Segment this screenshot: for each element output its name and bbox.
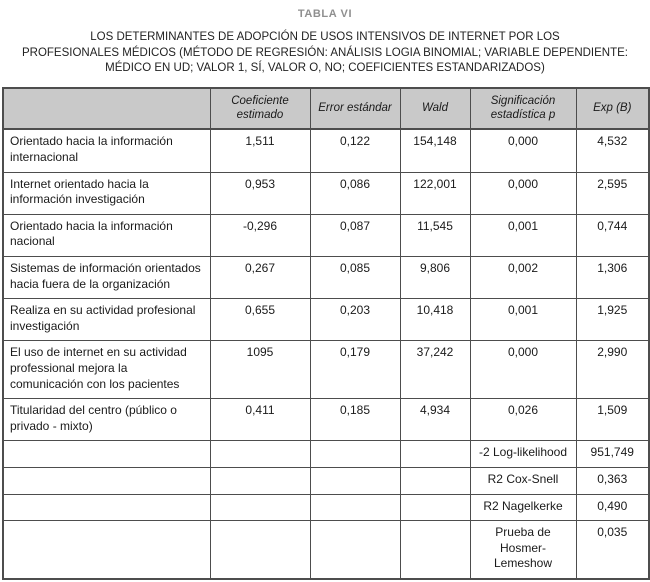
- error-cell: 0,203: [310, 299, 400, 341]
- coef-cell: 0,655: [210, 299, 310, 341]
- stat-label: R2 Cox-Snell: [470, 467, 576, 494]
- empty-cell: [3, 441, 210, 468]
- sig-cell: 0,001: [470, 299, 576, 341]
- table-row: [3, 129, 649, 172]
- sig-cell: 0,000: [470, 129, 576, 172]
- row-label: Titularidad del centro (público o privado - mixto): [3, 399, 210, 441]
- sig-cell: 0,002: [470, 256, 576, 298]
- stat-row: [3, 521, 649, 579]
- wald-cell: 37,242: [400, 341, 470, 399]
- stat-value: 0,363: [576, 467, 649, 494]
- empty-cell: [210, 441, 310, 468]
- stat-label: -2 Log-likelihood: [470, 441, 576, 468]
- empty-cell: [310, 467, 400, 494]
- table-subtitle: [8, 30, 641, 77]
- exp-cell: 1,306: [576, 256, 649, 298]
- error-cell: 0,179: [310, 341, 400, 399]
- table-row: [3, 172, 649, 214]
- empty-cell: [400, 441, 470, 468]
- subtitle-line-1: LOS DETERMINANTES DE ADOPCIÓN DE USOS INTENSIVOS DE INTERNET POR LOS: [90, 31, 560, 43]
- empty-cell: [400, 521, 470, 579]
- table-row: [3, 256, 649, 298]
- table-row: [3, 341, 649, 399]
- wald-cell: 122,001: [400, 172, 470, 214]
- exp-cell: 1,925: [576, 299, 649, 341]
- col-header-coeficiente-estimado: Coeficiente estimado: [210, 88, 310, 130]
- coef-cell: 0,411: [210, 399, 310, 441]
- sig-cell: 0,026: [470, 399, 576, 441]
- empty-cell: [3, 467, 210, 494]
- wald-cell: 4,934: [400, 399, 470, 441]
- empty-cell: [210, 494, 310, 521]
- subtitle-line-2: PROFESIONALES MÉDICOS (MÉTODO DE REGRESIÓN: ANÁLISIS LOGIA BINOMIAL; VARIABLE DEPENDIENTE:: [21, 46, 628, 59]
- table-title: TABLA VI: [297, 8, 353, 20]
- row-label: El uso de internet en su actividad professional mejora la comunicación con los pacientes: [3, 341, 210, 399]
- coef-cell: 0,267: [210, 256, 310, 298]
- table-row: [3, 399, 649, 441]
- coef-cell: 1095: [210, 341, 310, 399]
- stat-value: 951,749: [576, 441, 649, 468]
- stat-row: [3, 441, 649, 468]
- empty-cell: [400, 467, 470, 494]
- empty-cell: [3, 494, 210, 521]
- stat-row: [3, 494, 649, 521]
- row-label: Sistemas de información orientados hacia fuera de la organización: [3, 256, 210, 298]
- wald-cell: 9,806: [400, 256, 470, 298]
- subtitle-line-3: MÉDICO EN UD; VALOR 1, SÍ, VALOR O, NO; COEFICIENTES ESTANDARIZADOS): [105, 62, 545, 75]
- exp-cell: 1,509: [576, 399, 649, 441]
- table-row: [3, 299, 649, 341]
- col-header-exp-b: Exp (B): [576, 88, 649, 130]
- sig-cell: 0,000: [470, 172, 576, 214]
- exp-cell: 0,744: [576, 214, 649, 256]
- coef-cell: 1,511: [210, 129, 310, 172]
- empty-cell: [310, 441, 400, 468]
- sig-cell: 0,000: [470, 341, 576, 399]
- stat-row: [3, 467, 649, 494]
- row-label: Realiza en su actividad profesional investigación: [3, 299, 210, 341]
- row-label: Orientado hacia la información internacional: [3, 129, 210, 172]
- empty-cell: [310, 494, 400, 521]
- exp-cell: 4,532: [576, 129, 649, 172]
- empty-cell: [400, 494, 470, 521]
- col-header-significacion: Significación estadística p: [470, 88, 576, 130]
- error-cell: 0,086: [310, 172, 400, 214]
- wald-cell: 154,148: [400, 129, 470, 172]
- sig-cell: 0,001: [470, 214, 576, 256]
- col-header-error-estandar: Error estándar: [310, 88, 400, 130]
- col-header-variable: [3, 88, 210, 130]
- error-cell: 0,122: [310, 129, 400, 172]
- error-cell: 0,085: [310, 256, 400, 298]
- exp-cell: 2,990: [576, 341, 649, 399]
- stat-value: 0,490: [576, 494, 649, 521]
- empty-cell: [3, 521, 210, 579]
- stat-label: R2 Nagelkerke: [470, 494, 576, 521]
- stat-label: Prueba de Hosmer-Lemeshow: [470, 521, 576, 579]
- exp-cell: 2,595: [576, 172, 649, 214]
- error-cell: 0,087: [310, 214, 400, 256]
- stat-value: 0,035: [576, 521, 649, 579]
- empty-cell: [210, 521, 310, 579]
- row-label: Orientado hacia la información nacional: [3, 214, 210, 256]
- wald-cell: 10,418: [400, 299, 470, 341]
- header-row: [3, 88, 649, 130]
- wald-cell: 11,545: [400, 214, 470, 256]
- table-row: [3, 214, 649, 256]
- row-label: Internet orientado hacia la información investigación: [3, 172, 210, 214]
- error-cell: 0,185: [310, 399, 400, 441]
- coef-cell: 0,953: [210, 172, 310, 214]
- results-table: [2, 87, 650, 580]
- coef-cell: -0,296: [210, 214, 310, 256]
- empty-cell: [310, 521, 400, 579]
- col-header-wald: Wald: [400, 88, 470, 130]
- empty-cell: [210, 467, 310, 494]
